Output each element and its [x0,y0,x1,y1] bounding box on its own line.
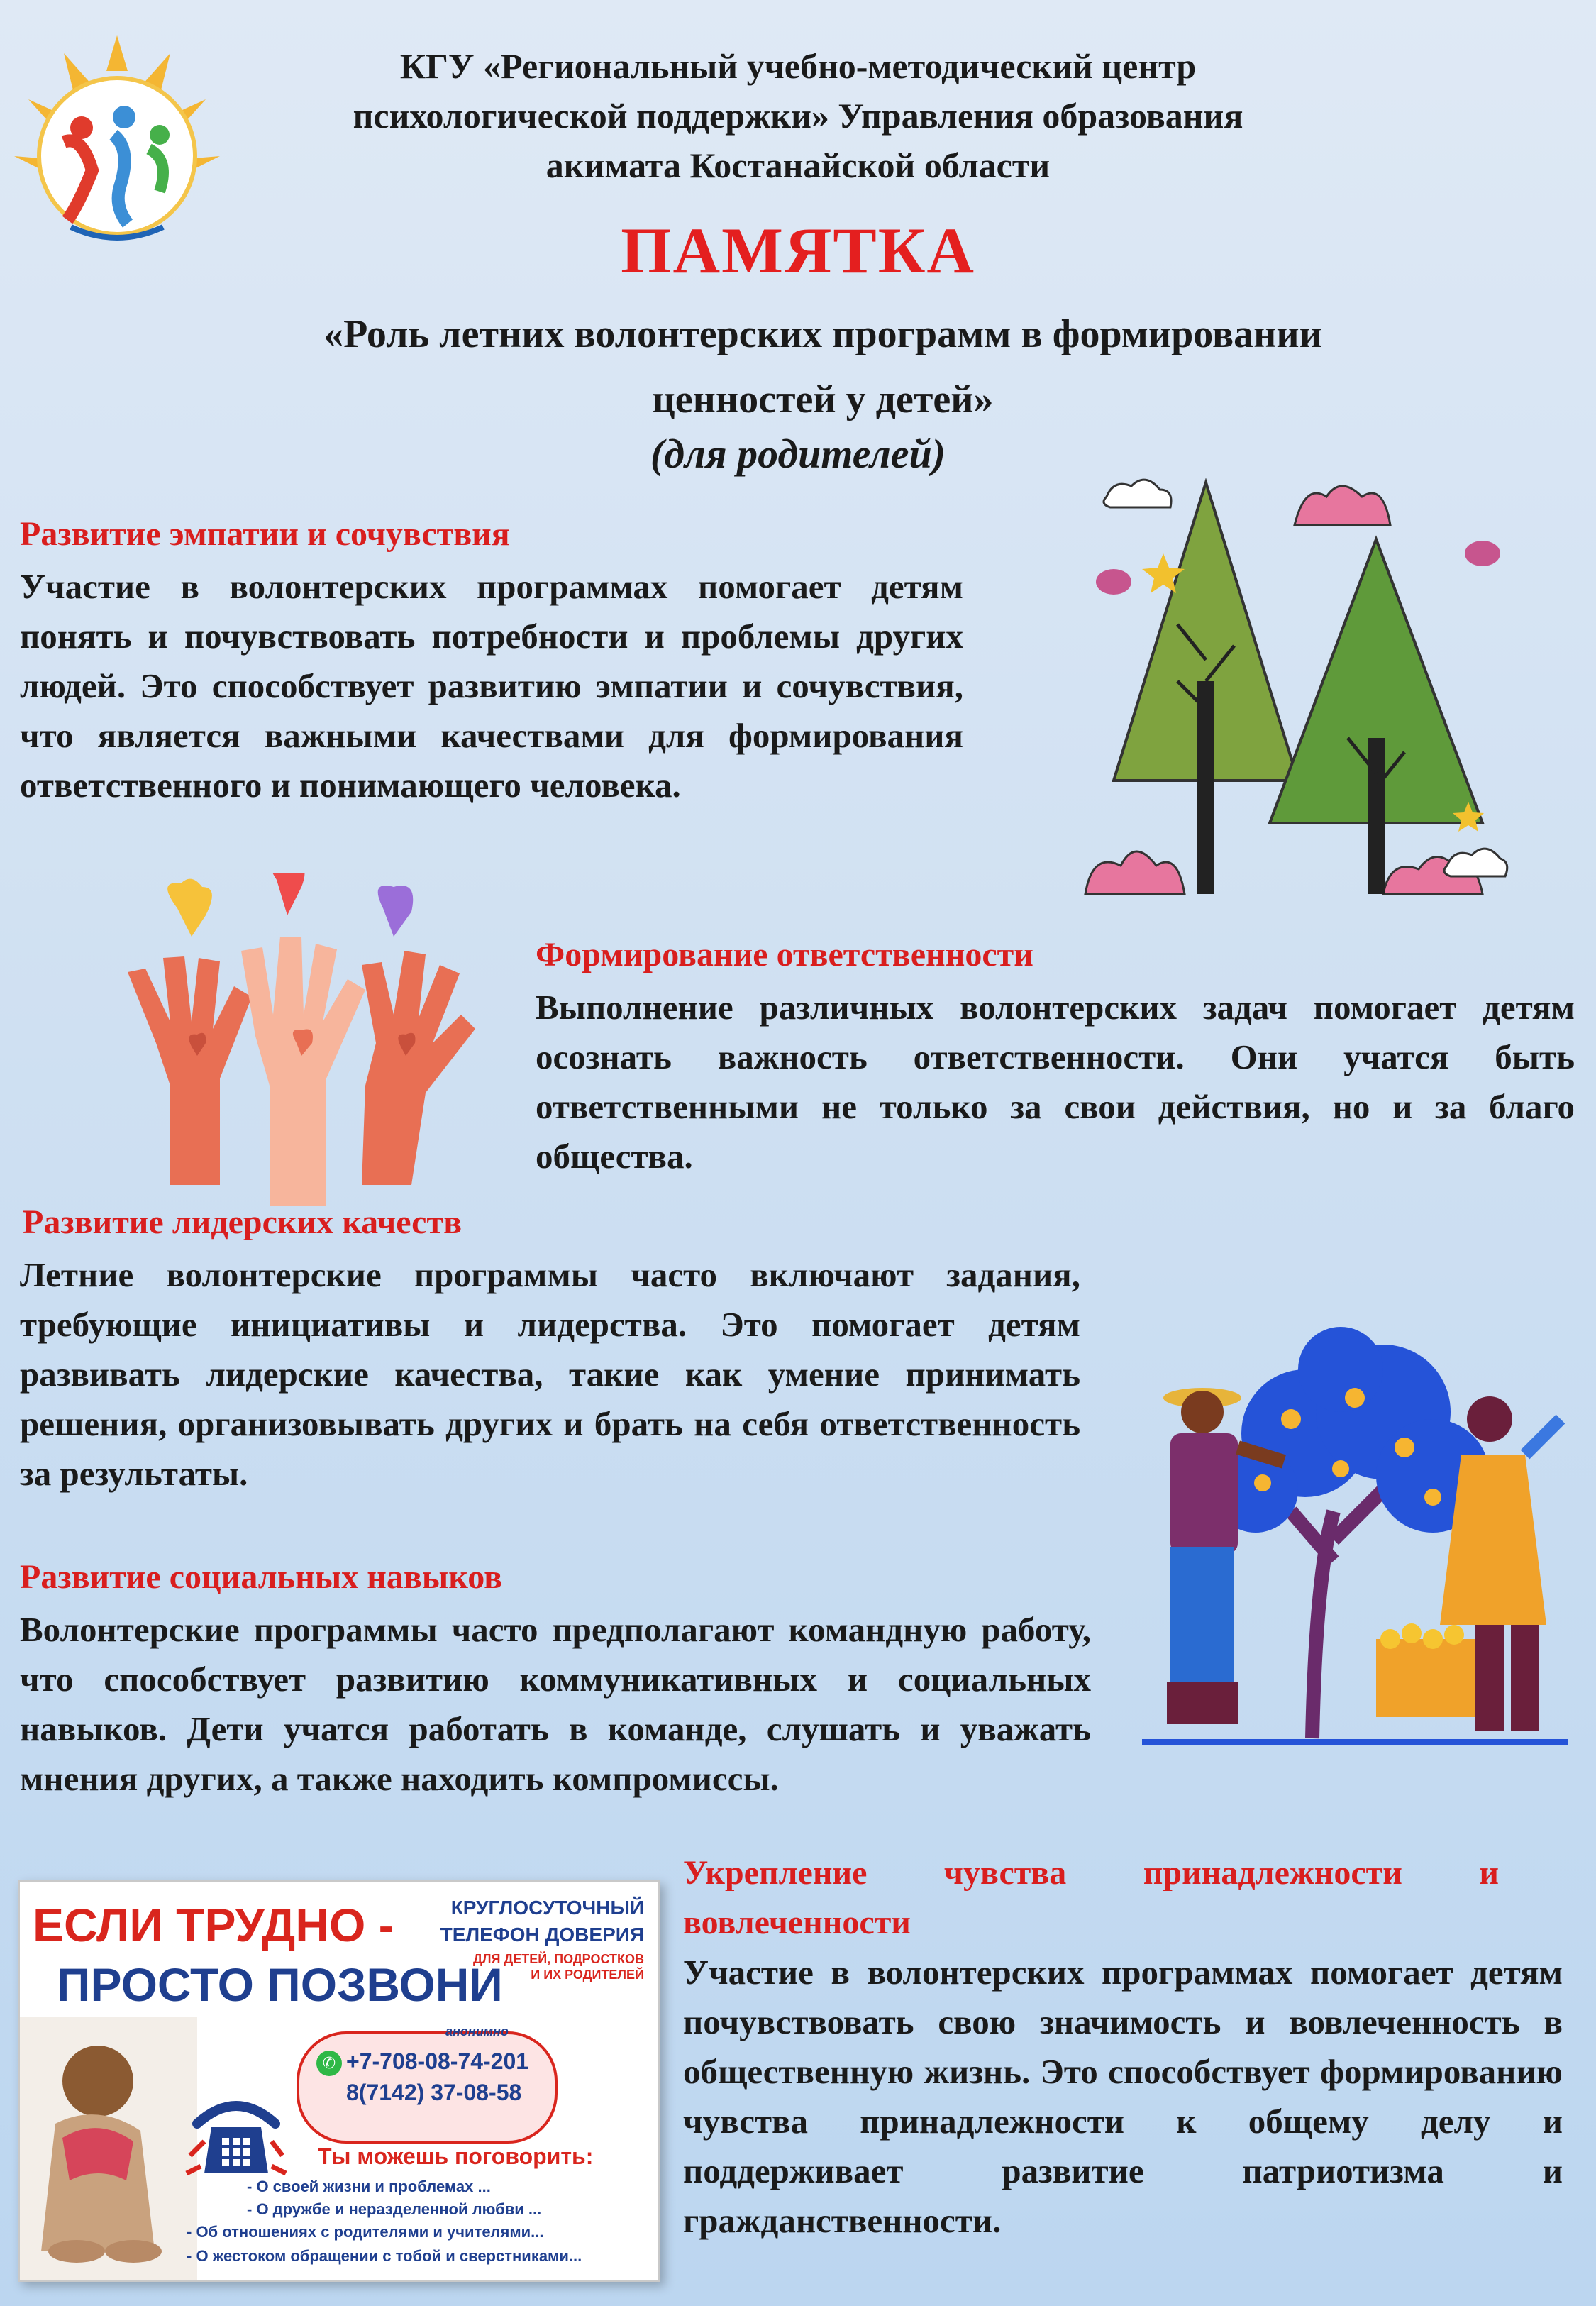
phone-number-mobile: +7-708-08-74-201 [346,2048,529,2074]
audience-label: (для родителей) [650,431,946,477]
header-line-2: психологической поддержки» Управления образования [353,96,1243,136]
trees-illustration [1071,468,1518,908]
section-text-empathy: Участие в волонтерских программах помогает детям понять и почувствовать потребности и проблемы других людей. Это способствует развитию эмпатии и сочувствия, что является важными качествами для формирования ответственного и понимающего человека. [20,567,963,805]
subtitle-line-2: ценностей у детей» [652,377,994,421]
child-photo [20,2017,197,2280]
helpline-headline-1: ЕСЛИ ТРУДНО - [33,1899,394,1951]
helpline-headline-2: ПРОСТО ПОЗВОНИ [57,1958,503,2011]
helpline-audience-1: ДЛЯ ДЕТЕЙ, ПОДРОСТКОВ [473,1952,644,1966]
subtitle-line-1: «Роль летних волонтерских программ в формировании [323,312,1322,356]
helpline-service-2: ТЕЛЕФОН ДОВЕРИЯ [440,1924,644,1946]
gardeners-illustration [1128,1327,1582,1753]
topic-item: - Об отношениях с родителями и учителями... [187,2223,544,2241]
page-subtitle [163,302,1483,432]
helpline-card [18,1880,660,2282]
section-heading-belonging: Укрепление чувства принадлежности и вовлеченности [683,1854,1499,1941]
talk-title: Ты можешь поговорить: [318,2144,594,2169]
section-text-leadership: Летние волонтерские программы часто включают задания, требующие инициативы и лидерства. Это помогает детям развивать лидерские качества, такие как умение принимать решения, организовывать других и брать на себя ответственность за результаты. [20,1255,1080,1493]
section-heading-empathy: Развитие эмпатии и сочувствия [20,515,510,553]
helpline-audience-2: И ИХ РОДИТЕЛЕЙ [531,1968,644,1982]
topic-item: - О жестоком обращении с тобой и сверстниками... [187,2247,582,2265]
section-text-responsibility: Выполнение различных волонтерских задач помогает детям осознать важность ответственности. Они учатся быть ответственными не только за свои действия, но и за благо общества. [536,988,1575,1176]
page-title: ПАМЯТКА [621,214,975,287]
section-heading-social-skills: Развитие социальных навыков [20,1558,503,1596]
helpline-service-1: КРУГЛОСУТОЧНЫЙ [450,1897,644,1919]
section-heading-leadership: Развитие лидерских качеств [23,1203,462,1241]
hands-with-hearts-illustration [113,873,482,1213]
section-text-social-skills: Волонтерские программы часто предполагают командную работу, что способствует развитию коммуникативных и социальных навыков. Дети учатся работать в команде, слушать и уважать мнения других, а также находить компромиссы. [20,1610,1091,1798]
section-text-belonging: Участие в волонтерских программах помогает детям почувствовать свою значимость и вовлеченность в общественную жизнь. Это способствует формированию чувства принадлежности к общему делу и поддерживает развитие патриотизма и гражданственности. [683,1953,1563,2240]
whatsapp-icon: ✆ [316,2051,342,2076]
topic-item: - О дружбе и неразделенной любви ... [247,2200,542,2218]
topic-item: - О своей жизни и проблемах ... [247,2178,491,2195]
section-heading-responsibility: Формирование ответственности [536,936,1033,973]
header-line-1: КГУ «Региональный учебно-методический центр [399,46,1197,86]
phone-number-landline: 8(7142) 37-08-58 [346,2080,522,2105]
header-line-3: акимата Костанайской области [545,145,1051,185]
organization-header [213,41,1383,190]
anonymous-label: анонимно [445,2024,509,2039]
